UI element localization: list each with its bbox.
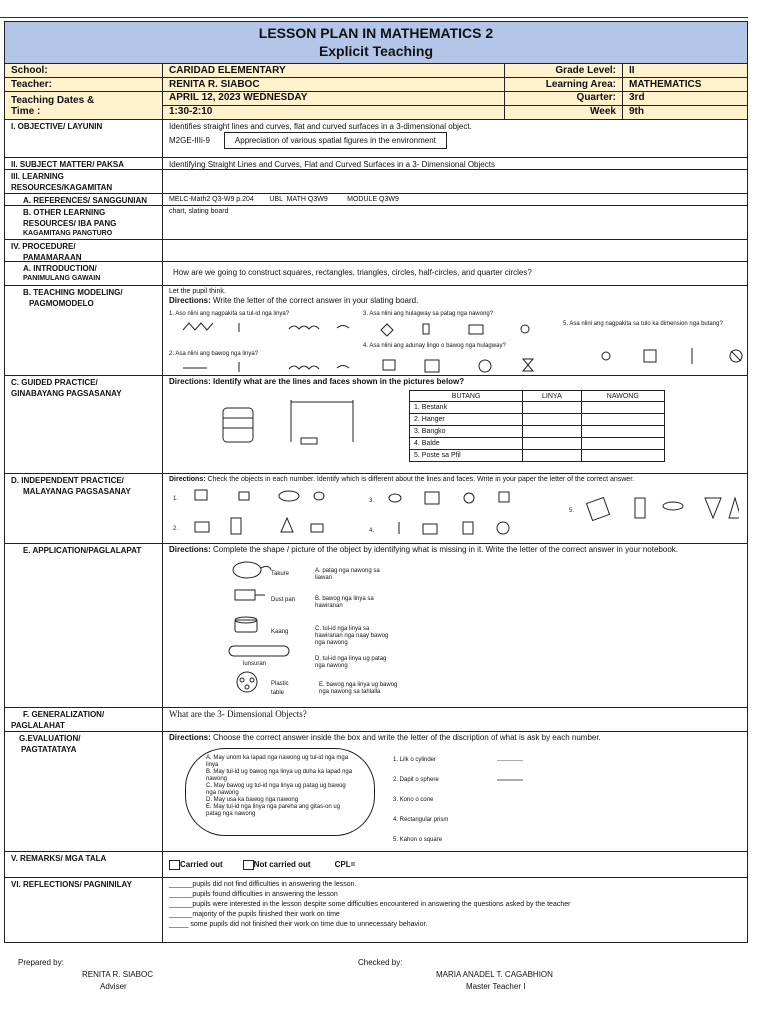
flat-face-choices-figure xyxy=(373,320,553,338)
objective-text: Identifies straight lines and curves, flat and curved surfaces in a 3-dimensional object. xyxy=(169,122,472,131)
prepared-by-name: RENITA R. SIABOC xyxy=(82,970,153,979)
other-resources-label: B. OTHER LEARNING xyxy=(23,208,106,217)
independent-directions: Check the objects in each number. Identify which is different about the lines and faces. Write in your paper the letter of the correct answer. xyxy=(205,476,635,483)
resources-label-2: RESOURCES/KAGAMITAN xyxy=(11,183,113,192)
table-header-linya: LINYA xyxy=(523,391,581,402)
table-row: 1. Bestank xyxy=(410,402,665,414)
introduction-label: A. INTRODUCTION/ xyxy=(23,264,97,273)
cpl-label: CPL= xyxy=(334,860,356,869)
remarks-row xyxy=(5,852,747,878)
info-row-dates xyxy=(5,92,747,120)
reflection-line: ______pupils did not find difficulties in answering the lesson. xyxy=(169,881,357,888)
modeling-q3: 3. Asa nlini ang hulagway sa patag nga nawong? xyxy=(363,311,494,317)
application-choice-a: A. patag nga nawong sa liawan xyxy=(315,568,380,581)
prepared-by-role: Adviser xyxy=(100,982,127,991)
objective-box: Appreciation of various spatial figures in the environment xyxy=(224,132,447,149)
checked-by-role: Master Teacher I xyxy=(466,982,526,991)
generalization-label-2: PAGLALAHAT xyxy=(11,721,65,730)
application-choice-d: D. tul-id nga linya ug patag nga nawong xyxy=(315,656,387,669)
modeling-q5: 5. Asa nlini ang nagpakita sa tulo ka dimension nga butang? xyxy=(563,321,723,327)
table-row: 3. Bangko xyxy=(410,426,665,438)
teacher-value: RENITA R. SIABOC xyxy=(163,78,505,91)
evaluation-directions-label: Directions: xyxy=(169,733,211,742)
reflections-row xyxy=(5,878,747,942)
objective-label: I. OBJECTIVE/ LAYUNIN xyxy=(5,120,163,157)
time-label: Time : xyxy=(11,105,41,117)
dates-label: Teaching Dates & xyxy=(11,94,95,106)
guided-directions: Directions: Identify what are the lines and faces shown in the pictures below? xyxy=(169,377,465,386)
svg-text:1.: 1. xyxy=(173,496,179,502)
page-title: LESSON PLAN IN MATHEMATICS 2 xyxy=(258,25,494,41)
area-label: Learning Area: xyxy=(505,78,623,91)
objective-code: M2GE-IIIi-9 xyxy=(169,136,210,145)
other-resources-label-3: KAGAMITANG PANGTURO xyxy=(23,230,113,237)
subject-text: Identifying Straight Lines and Curves, Flat and Curved Surfaces in a 3- Dimensional Objects xyxy=(169,160,495,169)
checked-by-name: MARIA ANADEL T. CAGABHION xyxy=(436,970,553,979)
other-resources-text: chart, slating board xyxy=(169,208,229,215)
resources-label: III. LEARNING xyxy=(11,172,64,181)
quarter-label: Quarter: xyxy=(505,92,622,106)
resources-row xyxy=(5,170,747,194)
application-item-5: Plastic table xyxy=(271,681,289,696)
table-row: 4. Balde xyxy=(410,438,665,450)
evaluation-directions: Choose the correct answer inside the box and write the letter of the discription of what is ask by each number. xyxy=(210,733,601,742)
other-resources-row xyxy=(5,206,747,240)
date-value: APRIL 12, 2023 WEDNESDAY xyxy=(163,92,504,106)
info-row-teacher xyxy=(5,78,747,92)
reflection-line: ______majority of the pupils finished their work on time xyxy=(169,911,340,918)
references-row xyxy=(5,194,747,206)
teaching-modeling-label: B. TEACHING MODELING/ xyxy=(23,288,123,297)
modeling-directions: Write the letter of the correct answer in your slating board. xyxy=(210,296,419,305)
svg-text:2.: 2. xyxy=(173,526,179,532)
application-choice-e: E. bawog nga linya ug bawog nga nawong sa tahlalla xyxy=(319,682,398,695)
reflection-line: ______pupils found difficulties in answering the lesson xyxy=(169,891,338,898)
guided-practice-row xyxy=(5,376,747,474)
week-label: Week xyxy=(590,106,616,117)
application-choice-b: B. bawog nga linya sa hawiranan xyxy=(315,596,374,609)
table-header-butang: BUTANG xyxy=(410,391,523,402)
introduction-row xyxy=(5,262,747,286)
lesson-plan-document xyxy=(4,21,748,943)
teaching-modeling-row xyxy=(5,286,747,376)
application-row xyxy=(5,544,747,708)
application-choice-c: C. tul-id nga linya sa hawiranan nga naay bawog nga nawong xyxy=(315,626,389,646)
page-subtitle: Explicit Teaching xyxy=(318,43,434,59)
top-rule xyxy=(0,17,748,18)
application-directions-label: Directions: xyxy=(169,545,211,554)
svg-text:5.: 5. xyxy=(569,508,575,514)
time-value: 1:30-2:10 xyxy=(169,106,213,117)
application-directions: Complete the shape / picture of the object by identifying what is missing in it. Write the letter of the correct answer in your notebook. xyxy=(210,545,678,554)
evaluation-items: 1. Lilk o cylinder 2. Dapit o sphere 3. Kono o cone 4. Rectangular prism 5. Kahon o square xyxy=(393,757,449,843)
independent-practice-row xyxy=(5,474,747,544)
evaluation-label: G.EVALUATION/ xyxy=(19,734,81,743)
area-value: MATHEMATICS xyxy=(629,79,702,90)
evaluation-label-2: PAGTATATAYA xyxy=(21,745,77,754)
reflection-line: ______pupils were interested in the lesson despite some difficulties encountered in answering the questions asked by the teacher xyxy=(169,901,571,908)
independent-directions-label: Directions: xyxy=(169,476,206,483)
guided-practice-label-2: GINABAYANG PAGSASANAY xyxy=(11,389,122,398)
generalization-text: What are the 3- Dimensional Objects? xyxy=(169,709,307,719)
reflections-label: VI. REFLECTIONS/ PAGNINILAY xyxy=(5,878,163,942)
reflection-line: _____ some pupils did not finished their work on time due to unnecessary behavior. xyxy=(169,921,428,928)
independent-objects-figure xyxy=(169,486,739,540)
curve-choices-figure xyxy=(177,360,357,374)
school-value: CARIDAD ELEMENTARY xyxy=(163,64,505,77)
answer-blanks xyxy=(497,760,527,842)
svg-text:3.: 3. xyxy=(369,498,375,504)
carried-out-checkbox[interactable] xyxy=(169,860,180,870)
generalization-row xyxy=(5,708,747,732)
quarter-value: 3rd xyxy=(623,92,747,106)
remarks-label: V. REMARKS/ MGA TALA xyxy=(5,852,163,877)
school-label: School: xyxy=(5,64,163,77)
independent-practice-label-2: MALAYANAG PAGSASANAY xyxy=(23,487,131,496)
line-choices-figure xyxy=(177,320,357,334)
application-item-4: lunsuran xyxy=(243,661,267,667)
guided-practice-label: C. GUIDED PRACTICE/ xyxy=(11,378,98,387)
table-header-nawong: NAWONG xyxy=(581,391,664,402)
prepared-by-label: Prepared by: xyxy=(18,958,64,967)
procedure-label: IV. PROCEDURE/ xyxy=(11,242,76,251)
other-resources-label-2: RESOURCES/ IBA PANG xyxy=(23,219,117,228)
water-tank-hanger-figure xyxy=(213,392,363,452)
references-label: A. REFERENCES/ SANGGUNIAN xyxy=(5,194,163,205)
not-carried-out-label: Not carried out xyxy=(253,860,311,869)
application-label: E. APPLICATION/PAGLALAPAT xyxy=(5,544,163,707)
modeling-q2: 2. Asa nlini ang bawog nga linya? xyxy=(169,351,259,357)
svg-text:4.: 4. xyxy=(369,528,375,534)
three-d-choices-figure xyxy=(588,346,748,366)
application-item-3: Kaang xyxy=(271,629,289,635)
evaluation-row xyxy=(5,732,747,852)
procedure-label-2: PAMAMARAAN xyxy=(23,253,82,262)
modeling-directions-label: Directions: xyxy=(169,296,211,305)
objective-row xyxy=(5,120,747,158)
checked-by-label: Checked by: xyxy=(358,958,403,967)
references-text: MELC-Math2 Q3-W9 p.204 UBL MATH Q3W9 MODULE Q3W9 xyxy=(169,196,399,203)
modeling-q1: 1. Aso nlini ang nagpakita sa tul-id nga linya? xyxy=(169,311,290,317)
teaching-modeling-label-2: PAGMOMODELO xyxy=(29,299,94,308)
grade-value: II xyxy=(629,65,635,76)
procedure-row xyxy=(5,240,747,262)
subject-label: II. SUBJECT MATTER/ PAKSA xyxy=(5,158,163,169)
table-row: 5. Poste sa Pfil xyxy=(410,450,665,462)
info-row-school xyxy=(5,64,747,78)
modeling-intro: Let the pupil think. xyxy=(169,288,226,295)
introduction-text: How are we going to construct squares, rectangles, triangles, circles, half-circles, and quarter circles? xyxy=(173,268,532,277)
evaluation-choices-box: A. May unom ka lapad nga nawong ug tul-id nga mga linya B. May tul-id ug bawog nga linya ug duha ka lapad nga nawong C. May bawog ug tul-id nga linya ug patag ug bawog nga nawong D. May usa ka bawog nga nawong E. May tul-id nga linya nga pareha ang gitas-on ug patag nga nawong xyxy=(185,748,375,836)
generalization-label: F. GENERALIZATION/ xyxy=(23,710,105,719)
carried-out-label: Carried out xyxy=(180,860,223,869)
not-carried-out-checkbox[interactable] xyxy=(243,860,254,870)
modeling-q4: 4. Asa nlini ang adunay lingo o bawog nga hulagway? xyxy=(363,343,506,349)
application-item-2: Dust pan xyxy=(271,597,296,603)
introduction-label-2: PANIMULANG GAWAIN xyxy=(23,275,101,282)
independent-practice-label: D. INDEPENDENT PRACTICE/ xyxy=(11,476,124,485)
subject-row xyxy=(5,158,747,170)
teacher-label: Teacher: xyxy=(5,78,163,91)
document-header xyxy=(5,22,747,64)
guided-practice-table xyxy=(409,390,665,462)
curve-object-choices-figure xyxy=(373,356,553,374)
application-item-1: Takure xyxy=(271,571,290,577)
week-value: 9th xyxy=(629,106,644,117)
grade-label: Grade Level: xyxy=(505,64,623,77)
table-row: 2. Hanger xyxy=(410,414,665,426)
